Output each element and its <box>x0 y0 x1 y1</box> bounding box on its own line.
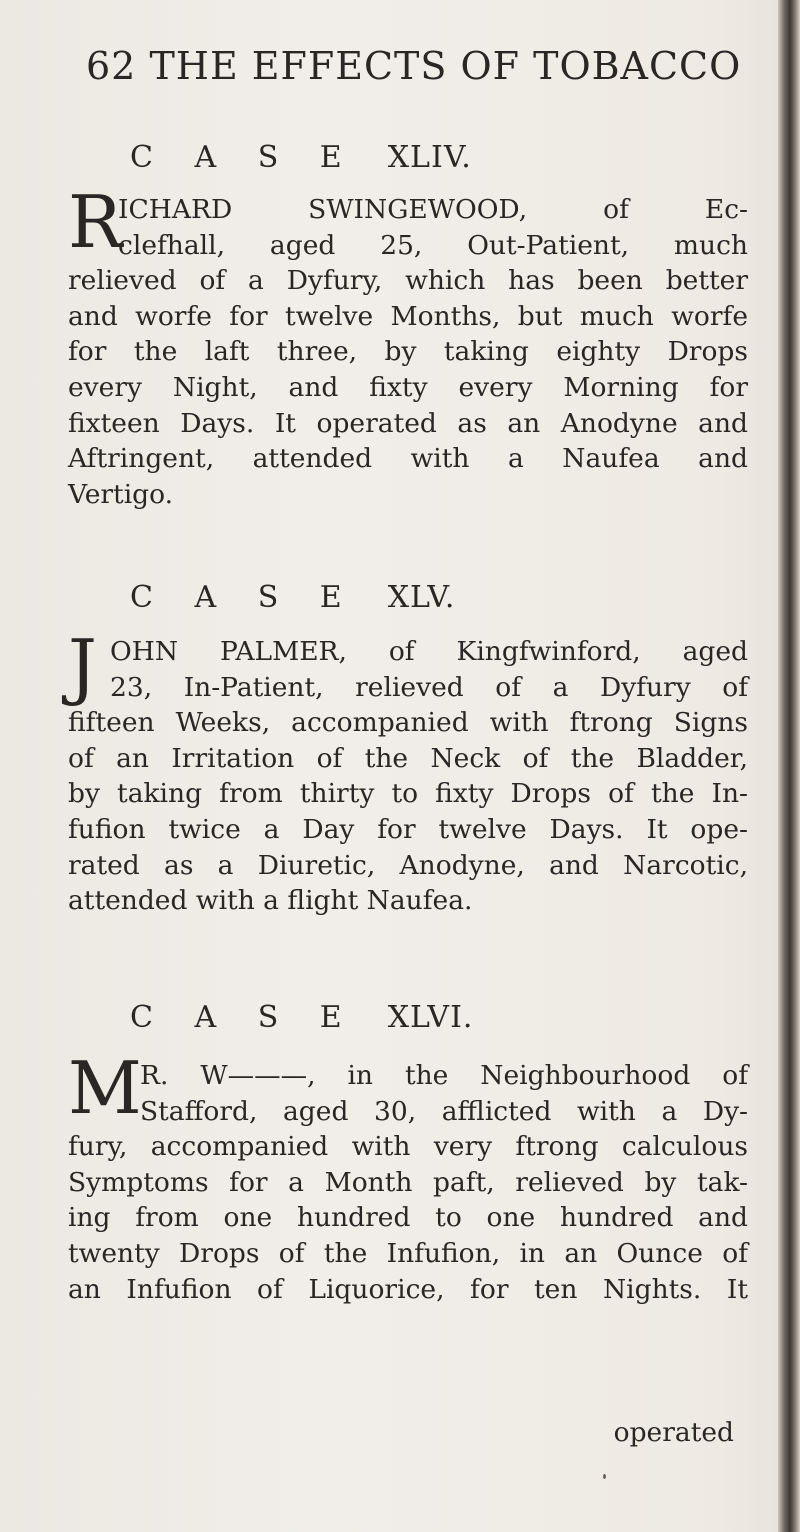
case-label: C A S E <box>130 140 358 175</box>
page-number: 62 <box>86 44 137 88</box>
case-paragraph-xliv <box>68 180 748 512</box>
text-line: Aftringent, attended with a Naufea and <box>68 443 748 475</box>
text-line: 23, In-Patient, relieved of a Dyfury of <box>110 671 748 703</box>
page-edge-shadow <box>778 0 800 1532</box>
case-number: XLVI. <box>387 1000 474 1035</box>
text-line: by taking from thirty to fixty Drops of the In- <box>68 778 748 810</box>
case-heading-xlvi <box>130 1000 473 1035</box>
text-line: twenty Drops of the Infufion, in an Ounce of <box>68 1237 748 1269</box>
case-number: XLIV. <box>387 140 472 175</box>
text-line: of an Irritation of the Neck of the Bladder, <box>68 742 748 774</box>
text-line: and worfe for twelve Months, but much worfe <box>68 300 748 332</box>
text-line: R. W———, in the Neighbourhood of <box>140 1060 748 1091</box>
text-line: fixteen Days. It operated as an Anodyne and <box>68 407 748 439</box>
drop-cap: J <box>68 624 97 708</box>
text-line: ICHARD SWINGEWOOD, of Ec- <box>118 194 748 225</box>
text-line: fury, accompanied with very ftrong calculous <box>68 1131 748 1163</box>
catchword: operated <box>613 1417 734 1448</box>
text-line: ing from one hundred to one hundred and <box>68 1202 748 1234</box>
text-line: for the laft three, by taking eighty Drops <box>68 336 748 368</box>
text-line: Symptoms for a Month paft, relieved by tak- <box>68 1166 748 1198</box>
running-head <box>86 44 741 88</box>
ink-speck <box>603 1474 606 1479</box>
case-heading-xlv <box>130 580 455 615</box>
text-line: Vertigo. <box>68 478 174 510</box>
text-line: OHN PALMER, of Kingfwinford, aged <box>110 636 748 667</box>
case-label: C A S E <box>130 1000 358 1035</box>
text-line: clefhall, aged 25, Out-Patient, much <box>118 229 748 261</box>
running-title: THE EFFECTS OF TOBACCO <box>149 44 742 88</box>
case-paragraph-xlv <box>68 624 748 919</box>
case-heading-xliv <box>130 140 472 175</box>
text-line: attended with a flight Naufea. <box>68 885 473 917</box>
drop-cap: M <box>68 1046 142 1130</box>
text-line: every Night, and fixty every Morning for <box>68 371 748 403</box>
case-paragraph-xlvi <box>68 1046 748 1307</box>
case-number: XLV. <box>387 580 456 615</box>
text-line: Stafford, aged 30, afflicted with a Dy- <box>140 1095 748 1127</box>
text-line: fifteen Weeks, accompanied with ftrong Signs <box>68 707 748 739</box>
text-line: fufion twice a Day for twelve Days. It ope- <box>68 813 748 845</box>
text-line: rated as a Diuretic, Anodyne, and Narcotic, <box>68 849 748 881</box>
drop-cap: R <box>68 180 123 264</box>
case-label: C A S E <box>130 580 358 615</box>
text-line: relieved of a Dyfury, which has been better <box>68 265 748 297</box>
text-line: an Infufion of Liquorice, for ten Nights. It <box>68 1273 748 1305</box>
